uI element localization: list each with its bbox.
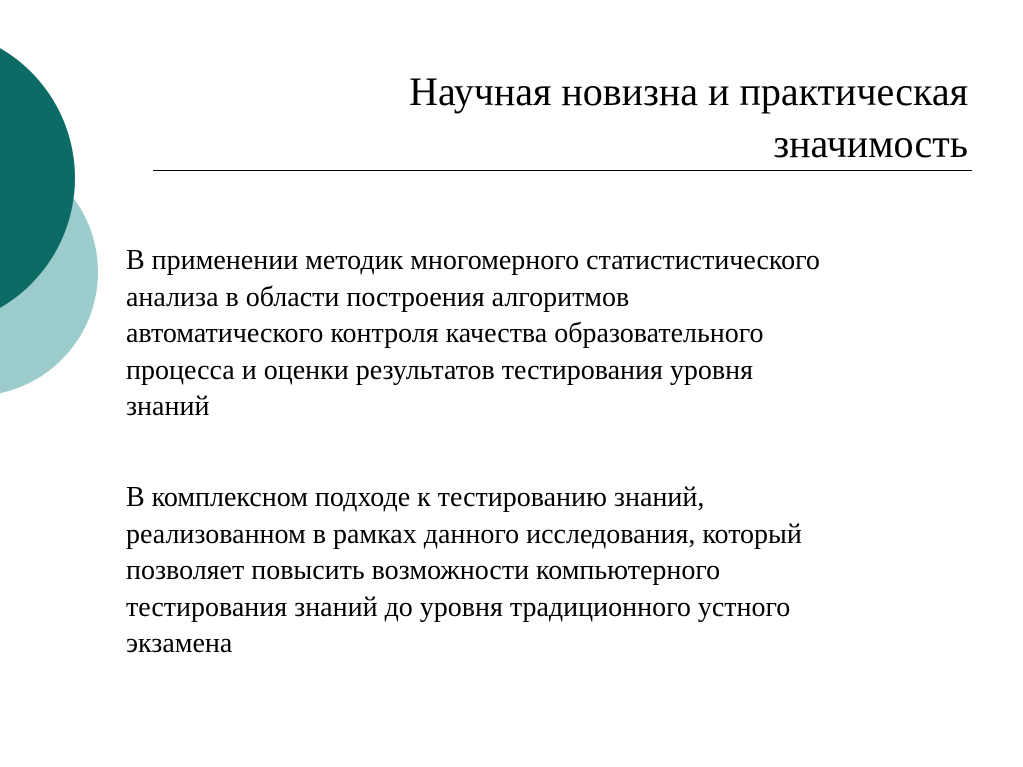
paragraph-1-line-5: знаний (126, 391, 210, 422)
paragraph-1-line-2: анализа в области построения алгоритмов (126, 281, 630, 313)
paragraph-2-line-2: реализованном в рамках данного исследования, который (126, 518, 802, 550)
paragraph-1-line-1: В применении методик многомерного статистистического (126, 245, 820, 276)
paragraph-2-line-1: В комплексном подходе к тестированию знаний, (126, 482, 705, 513)
paragraph-1-line-3: автоматического контроля качества образовательного (126, 318, 764, 349)
paragraph-2-line-3: позволяет повысить возможности компьютерного (126, 555, 721, 586)
slide-title-line-1: Научная новизна и практическая (409, 69, 968, 114)
title-divider (153, 170, 972, 171)
paragraph-2-line-5: экзамена (126, 628, 233, 659)
paragraph-2-line-4: тестирования знаний до уровня традиционного устного (126, 591, 791, 623)
body-paragraph-2 (126, 480, 971, 663)
body-paragraph-1 (126, 243, 971, 426)
paragraph-1-line-4: процесса и оценки результатов тестирования уровня (126, 354, 753, 386)
slide-title (200, 66, 968, 170)
slide-title-line-2: значимость (773, 121, 968, 166)
